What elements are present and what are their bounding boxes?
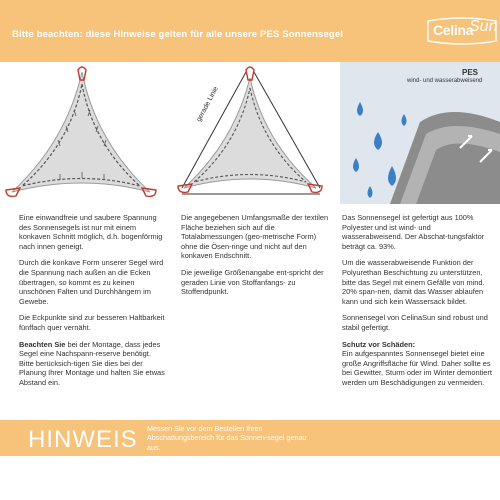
measurement-illustration — [170, 62, 330, 204]
hinweis-banner — [0, 420, 500, 456]
straight-line-label: gerade Linie — [195, 85, 220, 123]
paragraph: Um die wasserabweisende Funktion der Polyurethan Beschichtung zu unterstützen, bitte das Segel mit einem Gefälle von mind. 20% span-nen, damit das Wasser ablaufen kann und sich kein Wassersack bildet. — [342, 258, 485, 306]
column-concave — [19, 213, 165, 395]
paragraph — [19, 340, 165, 388]
paragraph-text: bei der Montage, dass jedes Segel eine Nachspann-reserve benötigt. Bitte berücksich-tigen Sie dies bei der Planung Ihrer Montage und halten Sie etwas Abstand ein. — [19, 339, 165, 387]
measurement-sail-icon — [170, 62, 330, 204]
paragraph-text: Ein aufgespanntes Sonnensegel bietet eine große Angriffsfläche für Wind. Daher sollte es bei Gewitter, Sturm oder im Winter demontiert werden um Beschädigungen zu vermeiden. — [342, 349, 492, 387]
concave-sail-illustration — [0, 62, 160, 204]
paragraph: Eine einwandfreie und saubere Spannung des Sonnensegels ist nur mit einem konkaven Schnitt möglich, d.h. bogenförmig nach innen geneigt. — [19, 213, 163, 251]
paragraph — [342, 340, 492, 388]
logo-wordmark: Celina — [433, 22, 474, 38]
pes-title: PES — [462, 68, 479, 77]
pes-subtitle: wind- und wasserabweisend — [407, 78, 483, 84]
paragraph: Die jeweilige Größenangabe ent-spricht der geraden Linie von Stoffanfangs- zu Stoffendpunkt. — [181, 267, 324, 297]
paragraph: Die Eckpunkte sind zur besseren Haltbarkeit fünffach quer vernäht. — [19, 313, 165, 332]
brand-logo — [424, 17, 500, 45]
column-measurement — [181, 213, 331, 304]
paragraph: Sonnensegel von CelinaSun sind robust und stabil gefertigt. — [342, 313, 488, 332]
hinweis-text: Messen Sie vor dem Bestellen Ihren Abschattungsbereich für das Sonnen-segel genau aus. — [147, 424, 307, 452]
emphasis: Beachten Sie — [19, 339, 66, 349]
column-material — [342, 213, 492, 395]
hinweis-title: HINWEIS — [28, 426, 138, 453]
water-repellent-illustration — [340, 62, 500, 204]
header-notice: Bitte beachten: diese Hinweise gelten für alle unsere PES Sonnensegel — [12, 29, 344, 40]
logo-accent: Sun — [469, 18, 498, 35]
concave-sail-icon — [0, 62, 160, 204]
emphasis: Schutz vor Schäden: — [342, 339, 416, 349]
paragraph: Das Sonnensegel ist gefertigt aus 100% Polyester und ist wind- und wasserabweisend. Der Abschat-tungsfaktor beträgt ca. 93%. — [342, 213, 485, 251]
paragraph: Durch die konkave Form unserer Segel wird die Spannung nach außen an die Ecken übertragen, so kommt es zu keinen unschönen Falten und Durchhängern im Gewebe. — [19, 258, 164, 306]
header-bar — [0, 0, 500, 62]
paragraph: Die angegebenen Umfangsmaße der textilen Fläche beziehen sich auf die Totalabmessungen (geo-metrische Form) ohne die Ösen-ringe und nicht auf den konkaven Endschnitt. — [181, 213, 329, 261]
